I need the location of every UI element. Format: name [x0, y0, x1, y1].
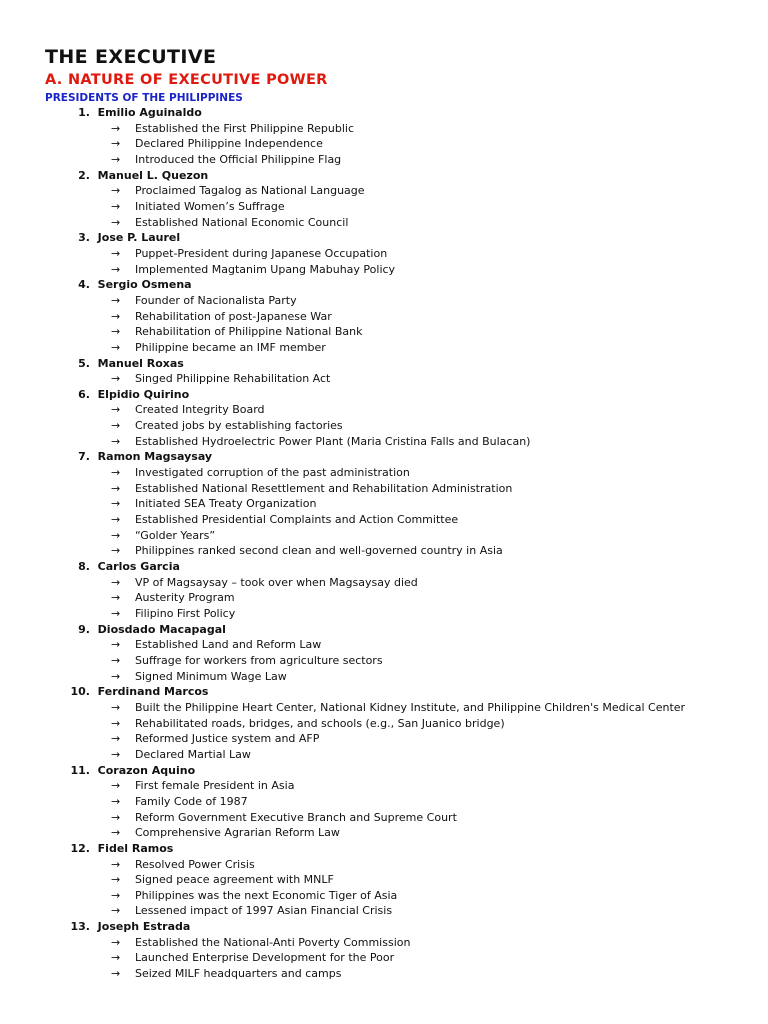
list-item: [45, 418, 768, 434]
section-heading: A. NATURE OF EXECUTIVE POWER: [45, 72, 328, 88]
president-heading: [45, 277, 768, 293]
arrow-icon: →: [111, 340, 121, 354]
list-item: [45, 966, 768, 982]
accomplishment-text: Reform Government Executive Branch and Supreme Court: [135, 810, 457, 824]
accomplishment-text: Established National Economic Council: [135, 215, 349, 229]
list-number: 4.: [78, 278, 90, 292]
arrow-icon: →: [111, 215, 121, 229]
accomplishment-text: Established Land and Reform Law: [135, 638, 322, 652]
list-item: [45, 262, 768, 278]
arrow-icon: →: [111, 794, 121, 808]
arrow-icon: →: [111, 372, 121, 386]
arrow-icon: →: [111, 904, 121, 918]
accomplishment-text: Rehabilitation of Philippine National Bank: [135, 325, 363, 339]
accomplishment-text: Rehabilitated roads, bridges, and schools (e.g., San Juanico bridge): [135, 716, 505, 730]
arrow-icon: →: [111, 246, 121, 260]
accomplishment-text: “Golder Years”: [135, 528, 216, 542]
arrow-icon: →: [111, 497, 121, 511]
list-number: 8.: [78, 560, 90, 574]
accomplishment-text: Signed Minimum Wage Law: [135, 669, 287, 683]
list-item: [45, 857, 768, 873]
accomplishment-text: Philippines ranked second clean and well-governed country in Asia: [135, 544, 503, 558]
list-item: [45, 402, 768, 418]
accomplishment-list: [45, 778, 768, 841]
president-name: Joseph Estrada: [97, 920, 191, 934]
list-item: [45, 637, 768, 653]
president-heading: [45, 356, 768, 372]
accomplishment-text: Established the First Philippine Republic: [135, 121, 355, 135]
arrow-icon: →: [111, 873, 121, 887]
list-item: [45, 293, 768, 309]
accomplishment-text: Created jobs by establishing factories: [135, 419, 343, 433]
president-name: Manuel L. Quezon: [97, 168, 209, 182]
accomplishment-list: [45, 575, 768, 622]
list-number: 11.: [70, 763, 90, 777]
president-name: Ramon Magsaysay: [97, 450, 213, 464]
list-item: [45, 778, 768, 794]
list-item: [45, 810, 768, 826]
arrow-icon: →: [111, 857, 121, 871]
list-item: [45, 152, 768, 168]
accomplishment-text: Created Integrity Board: [135, 403, 265, 417]
accomplishment-list: [45, 935, 768, 982]
list-item: [45, 324, 768, 340]
accomplishment-text: Singed Philippine Rehabilitation Act: [135, 372, 331, 386]
accomplishment-list: [45, 857, 768, 920]
president-entry: [45, 387, 768, 450]
arrow-icon: →: [111, 607, 121, 620]
president-name: Jose P. Laurel: [97, 231, 181, 245]
arrow-icon: →: [111, 199, 121, 213]
president-entry: [45, 622, 768, 685]
accomplishment-list: [45, 183, 768, 230]
accomplishment-text: Philippines was the next Economic Tiger of Asia: [135, 888, 398, 902]
list-item: [45, 716, 768, 732]
doc-title: THE EXECUTIVE: [45, 46, 217, 68]
arrow-icon: →: [111, 403, 121, 417]
accomplishment-text: Family Code of 1987: [135, 794, 248, 808]
list-number: 7.: [78, 450, 90, 464]
list-item: [45, 309, 768, 325]
list-item: [45, 590, 768, 606]
arrow-icon: →: [111, 309, 121, 323]
accomplishment-text: Established National Resettlement and Rehabilitation Administration: [135, 481, 513, 495]
list-number: 13.: [70, 920, 90, 934]
list-item: [45, 950, 768, 966]
accomplishment-list: [45, 371, 768, 387]
arrow-icon: →: [111, 434, 121, 448]
accomplishment-list: [45, 246, 768, 277]
list-number: 1.: [78, 106, 90, 119]
arrow-icon: →: [111, 967, 121, 981]
list-item: [45, 543, 768, 559]
list-number: 12.: [70, 841, 90, 855]
accomplishment-text: Initiated SEA Treaty Organization: [135, 497, 317, 511]
accomplishment-text: Established Presidential Complaints and Action Committee: [135, 513, 459, 527]
list-item: [45, 528, 768, 544]
arrow-icon: →: [111, 591, 121, 605]
accomplishment-text: Puppet-President during Japanese Occupation: [135, 246, 388, 260]
list-item: [45, 606, 768, 622]
accomplishment-text: Established the National-Anti Poverty Commission: [135, 935, 411, 949]
president-name: Corazon Aquino: [97, 763, 196, 777]
president-heading: [45, 559, 768, 575]
president-entry: [45, 919, 768, 982]
president-entry: [45, 230, 768, 277]
accomplishment-list: [45, 293, 768, 356]
president-heading: [45, 105, 768, 121]
accomplishment-text: Resolved Power Crisis: [135, 857, 255, 871]
accomplishment-text: Proclaimed Tagalog as National Language: [135, 184, 365, 198]
president-entry: [45, 559, 768, 622]
list-number: 10.: [70, 685, 90, 699]
arrow-icon: →: [111, 513, 121, 527]
accomplishment-text: Investigated corruption of the past administration: [135, 466, 410, 480]
arrow-icon: →: [111, 137, 121, 151]
arrow-icon: →: [111, 810, 121, 824]
list-item: [45, 340, 768, 356]
accomplishment-text: Suffrage for workers from agriculture sectors: [135, 653, 383, 667]
list-number: 9.: [78, 622, 90, 636]
list-item: [45, 747, 768, 763]
president-name: Diosdado Macapagal: [97, 622, 226, 636]
accomplishment-list: [45, 402, 768, 449]
list-item: [45, 183, 768, 199]
president-entry: [45, 763, 768, 841]
list-item: [45, 496, 768, 512]
arrow-icon: →: [111, 575, 121, 589]
list-item: [45, 246, 768, 262]
arrow-icon: →: [111, 481, 121, 495]
president-entry: [45, 356, 768, 387]
president-heading: [45, 841, 768, 857]
list-item: [45, 199, 768, 215]
accomplishment-text: First female President in Asia: [135, 779, 295, 793]
president-entry: [45, 449, 768, 559]
president-entry: [45, 684, 768, 762]
arrow-icon: →: [111, 669, 121, 683]
list-item: [45, 653, 768, 669]
president-name: Sergio Osmena: [97, 278, 192, 292]
list-item: [45, 903, 768, 919]
list-item: [45, 371, 768, 387]
accomplishment-text: Comprehensive Agrarian Reform Law: [135, 826, 340, 840]
presidents-list: [45, 105, 768, 982]
accomplishment-text: Austerity Program: [135, 591, 235, 605]
list-item: [45, 465, 768, 481]
list-item: [45, 700, 768, 716]
arrow-icon: →: [111, 700, 121, 714]
arrow-icon: →: [111, 528, 121, 542]
arrow-icon: →: [111, 638, 121, 652]
president-entry: [45, 841, 768, 919]
accomplishment-list: [45, 465, 768, 559]
accomplishment-list: [45, 637, 768, 684]
arrow-icon: →: [111, 262, 121, 276]
president-name: Emilio Aguinaldo: [97, 106, 202, 119]
president-name: Elpidio Quirino: [97, 387, 190, 401]
arrow-icon: →: [111, 325, 121, 339]
list-item: [45, 481, 768, 497]
list-item: [45, 794, 768, 810]
accomplishment-text: Declared Philippine Independence: [135, 137, 323, 151]
list-item: [45, 512, 768, 528]
list-item: [45, 136, 768, 152]
president-heading: [45, 449, 768, 465]
list-item: [45, 731, 768, 747]
arrow-icon: →: [111, 951, 121, 965]
arrow-icon: →: [111, 716, 121, 730]
arrow-icon: →: [111, 888, 121, 902]
accomplishment-text: VP of Magsaysay – took over when Magsaysay died: [135, 575, 418, 589]
subheading: PRESIDENTS OF THE PHILIPPINES: [45, 92, 243, 104]
president-name: Manuel Roxas: [97, 356, 184, 370]
president-name: Ferdinand Marcos: [97, 685, 209, 699]
accomplishment-text: Filipino First Policy: [135, 607, 236, 620]
president-heading: [45, 763, 768, 779]
accomplishment-text: Introduced the Official Philippine Flag: [135, 152, 342, 166]
accomplishment-text: Philippine became an IMF member: [135, 340, 326, 354]
accomplishment-text: Founder of Nacionalista Party: [135, 293, 297, 307]
arrow-icon: →: [111, 419, 121, 433]
accomplishment-text: Established Hydroelectric Power Plant (Maria Cristina Falls and Bulacan): [135, 434, 531, 448]
arrow-icon: →: [111, 466, 121, 480]
accomplishment-text: Initiated Women’s Suffrage: [135, 199, 285, 213]
list-number: 3.: [78, 231, 90, 245]
accomplishment-text: Launched Enterprise Development for the Poor: [135, 951, 395, 965]
president-heading: [45, 230, 768, 246]
president-heading: [45, 684, 768, 700]
accomplishment-text: Reformed Justice system and AFP: [135, 732, 320, 746]
list-item: [45, 872, 768, 888]
president-heading: [45, 622, 768, 638]
accomplishment-list: [45, 121, 768, 168]
list-item: [45, 121, 768, 137]
accomplishment-text: Signed peace agreement with MNLF: [135, 873, 334, 887]
list-number: 5.: [78, 356, 90, 370]
arrow-icon: →: [111, 653, 121, 667]
president-name: Carlos Garcia: [97, 560, 180, 574]
list-item: [45, 669, 768, 685]
president-entry: [45, 277, 768, 355]
list-item: [45, 888, 768, 904]
arrow-icon: →: [111, 184, 121, 198]
president-name: Fidel Ramos: [97, 841, 174, 855]
list-number: 6.: [78, 387, 90, 401]
president-heading: [45, 919, 768, 935]
list-number: 2.: [78, 168, 90, 182]
accomplishment-text: Rehabilitation of post-Japanese War: [135, 309, 332, 323]
list-item: [45, 575, 768, 591]
president-heading: [45, 168, 768, 184]
arrow-icon: →: [111, 152, 121, 166]
accomplishment-list: [45, 700, 768, 763]
list-item: [45, 434, 768, 450]
arrow-icon: →: [111, 544, 121, 558]
list-item: [45, 935, 768, 951]
list-item: [45, 215, 768, 231]
accomplishment-text: Lessened impact of 1997 Asian Financial Crisis: [135, 904, 393, 918]
arrow-icon: →: [111, 293, 121, 307]
arrow-icon: →: [111, 935, 121, 949]
accomplishment-text: Seized MILF headquarters and camps: [135, 967, 342, 981]
arrow-icon: →: [111, 826, 121, 840]
list-item: [45, 825, 768, 841]
arrow-icon: →: [111, 747, 121, 761]
accomplishment-text: Implemented Magtanim Upang Mabuhay Policy: [135, 262, 396, 276]
president-entry: [45, 168, 768, 231]
accomplishment-text: Declared Martial Law: [135, 747, 251, 761]
accomplishment-text: Built the Philippine Heart Center, National Kidney Institute, and Philippine Children's Medical Center: [135, 700, 686, 714]
president-heading: [45, 387, 768, 403]
arrow-icon: →: [111, 732, 121, 746]
arrow-icon: →: [111, 121, 121, 135]
president-entry: [45, 105, 768, 168]
arrow-icon: →: [111, 779, 121, 793]
